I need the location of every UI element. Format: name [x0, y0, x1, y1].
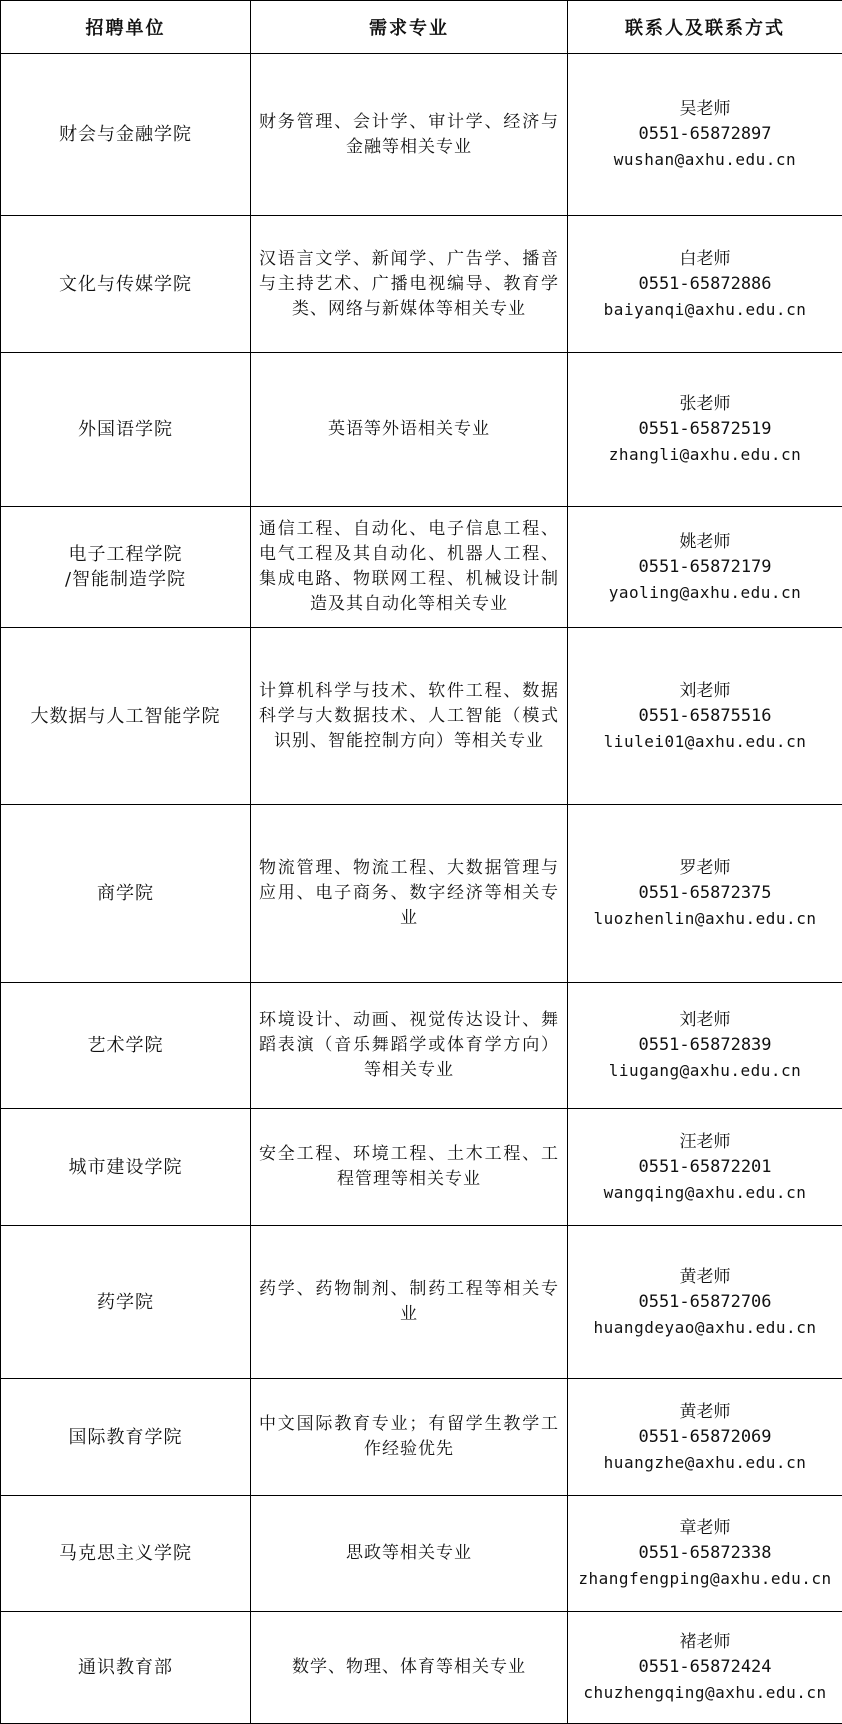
- header-row: [1, 1, 842, 54]
- contact-email[interactable]: liugang@axhu.edu.cn: [576, 1058, 834, 1083]
- contact-cell: [568, 1496, 842, 1612]
- header-unit: 招聘单位: [1, 1, 251, 54]
- unit-name: 马克思主义学院: [9, 1541, 242, 1566]
- contact-email[interactable]: luozhenlin@axhu.edu.cn: [576, 906, 834, 931]
- major-cell: [251, 1226, 568, 1379]
- contact-name: 刘老师: [576, 1008, 834, 1033]
- table-row: [1, 983, 842, 1109]
- contact-email[interactable]: wangqing@axhu.edu.cn: [576, 1180, 834, 1205]
- unit-cell: [1, 54, 251, 216]
- unit-name: 商学院: [9, 881, 242, 906]
- contact-name: 刘老师: [576, 679, 834, 704]
- unit-cell: [1, 1226, 251, 1379]
- major-text: 计算机科学与技术、软件工程、数据科学与大数据技术、人工智能（模式识别、智能控制方向）等相关专业: [259, 679, 559, 754]
- contact-phone: 0551-65872706: [576, 1290, 834, 1315]
- contact-email[interactable]: zhangli@axhu.edu.cn: [576, 442, 834, 467]
- contact-cell: [568, 1226, 842, 1379]
- table-row: [1, 353, 842, 507]
- contact-cell: [568, 216, 842, 353]
- contact-cell: [568, 805, 842, 983]
- unit-name: 外国语学院: [9, 417, 242, 442]
- major-text: 药学、药物制剂、制药工程等相关专业: [259, 1277, 559, 1327]
- major-cell: [251, 54, 568, 216]
- unit-name: 大数据与人工智能学院: [9, 704, 242, 729]
- contact-name: 白老师: [576, 247, 834, 272]
- contact-email[interactable]: baiyanqi@axhu.edu.cn: [576, 297, 834, 322]
- table-row: [1, 805, 842, 983]
- major-cell: [251, 353, 568, 507]
- unit-cell: [1, 1379, 251, 1496]
- unit-name: 艺术学院: [9, 1033, 242, 1058]
- contact-cell: [568, 54, 842, 216]
- major-text: 汉语言文学、新闻学、广告学、播音与主持艺术、广播电视编导、教育学类、网络与新媒体等相关专业: [259, 247, 559, 322]
- major-cell: [251, 1109, 568, 1226]
- unit-name: 城市建设学院: [9, 1155, 242, 1180]
- contact-phone: 0551-65872201: [576, 1155, 834, 1180]
- contact-phone: 0551-65872839: [576, 1033, 834, 1058]
- contact-name: 罗老师: [576, 856, 834, 881]
- major-text: 通信工程、自动化、电子信息工程、电气工程及其自动化、机器人工程、集成电路、物联网工程、机械设计制造及其自动化等相关专业: [259, 517, 559, 617]
- unit-cell: [1, 1496, 251, 1612]
- unit-cell: [1, 1612, 251, 1724]
- contact-email[interactable]: liulei01@axhu.edu.cn: [576, 729, 834, 754]
- major-cell: [251, 216, 568, 353]
- table-row: [1, 1496, 842, 1612]
- unit-cell: [1, 1109, 251, 1226]
- major-cell: [251, 805, 568, 983]
- contact-name: 章老师: [576, 1516, 834, 1541]
- contact-cell: [568, 628, 842, 805]
- table-row: [1, 1379, 842, 1496]
- header-contact: 联系人及联系方式: [568, 1, 842, 54]
- contact-name: 褚老师: [576, 1630, 834, 1655]
- table-row: [1, 1109, 842, 1226]
- contact-cell: [568, 353, 842, 507]
- major-text: 环境设计、动画、视觉传达设计、舞蹈表演（音乐舞蹈学或体育学方向）等相关专业: [259, 1008, 559, 1083]
- unit-cell: [1, 353, 251, 507]
- table-row: [1, 216, 842, 353]
- contact-phone: 0551-65872069: [576, 1425, 834, 1450]
- contact-email[interactable]: huangdeyao@axhu.edu.cn: [576, 1315, 834, 1340]
- contact-email[interactable]: wushan@axhu.edu.cn: [576, 147, 834, 172]
- contact-phone: 0551-65872519: [576, 417, 834, 442]
- contact-cell: [568, 507, 842, 628]
- contact-name: 汪老师: [576, 1130, 834, 1155]
- contact-email[interactable]: yaoling@axhu.edu.cn: [576, 580, 834, 605]
- unit-cell: [1, 216, 251, 353]
- table-row: [1, 54, 842, 216]
- table-row: [1, 628, 842, 805]
- contact-cell: [568, 1379, 842, 1496]
- major-cell: [251, 507, 568, 628]
- unit-cell: [1, 507, 251, 628]
- major-text: 英语等外语相关专业: [328, 417, 490, 442]
- major-cell: [251, 628, 568, 805]
- unit-cell: [1, 983, 251, 1109]
- unit-name: 电子工程学院: [9, 542, 242, 567]
- major-text: 物流管理、物流工程、大数据管理与应用、电子商务、数字经济等相关专业: [259, 856, 559, 931]
- unit-name: /智能制造学院: [9, 567, 242, 592]
- contact-cell: [568, 983, 842, 1109]
- major-cell: [251, 1612, 568, 1724]
- unit-name: 财会与金融学院: [9, 122, 242, 147]
- major-cell: [251, 1496, 568, 1612]
- contact-name: 姚老师: [576, 530, 834, 555]
- unit-name: 药学院: [9, 1290, 242, 1315]
- major-cell: [251, 1379, 568, 1496]
- contact-phone: 0551-65875516: [576, 704, 834, 729]
- contact-name: 张老师: [576, 392, 834, 417]
- header-major: 需求专业: [251, 1, 568, 54]
- major-text: 财务管理、会计学、审计学、经济与金融等相关专业: [259, 110, 559, 160]
- unit-name: 文化与传媒学院: [9, 272, 242, 297]
- major-text: 思政等相关专业: [346, 1541, 472, 1566]
- major-text: 数学、物理、体育等相关专业: [292, 1655, 526, 1680]
- unit-name: 通识教育部: [9, 1655, 242, 1680]
- contact-name: 吴老师: [576, 97, 834, 122]
- contact-phone: 0551-65872897: [576, 122, 834, 147]
- contact-cell: [568, 1612, 842, 1724]
- table-row: [1, 1226, 842, 1379]
- contact-email[interactable]: chuzhengqing@axhu.edu.cn: [576, 1680, 834, 1705]
- contact-name: 黄老师: [576, 1265, 834, 1290]
- table-row: [1, 507, 842, 628]
- major-cell: [251, 983, 568, 1109]
- contact-email[interactable]: zhangfengping@axhu.edu.cn: [576, 1566, 834, 1591]
- contact-phone: 0551-65872179: [576, 555, 834, 580]
- contact-phone: 0551-65872886: [576, 272, 834, 297]
- major-text: 安全工程、环境工程、土木工程、工程管理等相关专业: [259, 1142, 559, 1192]
- unit-cell: [1, 628, 251, 805]
- contact-name: 黄老师: [576, 1400, 834, 1425]
- unit-cell: [1, 805, 251, 983]
- unit-name: 国际教育学院: [9, 1425, 242, 1450]
- major-text: 中文国际教育专业；有留学生教学工作经验优先: [259, 1412, 559, 1462]
- contact-phone: 0551-65872375: [576, 881, 834, 906]
- contact-email[interactable]: huangzhe@axhu.edu.cn: [576, 1450, 834, 1475]
- contact-phone: 0551-65872338: [576, 1541, 834, 1566]
- table-row: [1, 1612, 842, 1724]
- contact-phone: 0551-65872424: [576, 1655, 834, 1680]
- contact-cell: [568, 1109, 842, 1226]
